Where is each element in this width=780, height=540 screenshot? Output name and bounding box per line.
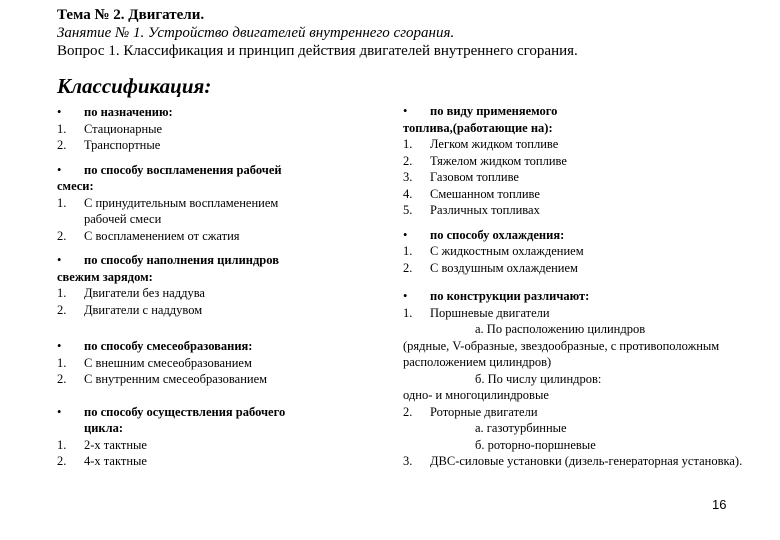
sub-item-desc: одно- и многоцилиндровые [403,388,549,402]
list-item: Смешанном топливе [430,186,540,201]
header [57,6,757,60]
list-item: ДВС-силовые установки (дизель-генераторная установка). [430,454,743,468]
section-heading: по конструкции различают: [430,289,590,303]
bullet: • [403,289,408,303]
bullet: • [403,227,408,242]
list-item: Легком жидком топливе [430,137,559,151]
page-number: 16 [712,497,727,512]
section-title: Классификация: [57,74,212,98]
section-heading: по назначению: [84,105,173,119]
bullet: • [57,339,62,353]
item-number: 2. [57,372,67,386]
list-item: Двигатели без наддува [84,286,205,300]
bullet: • [57,105,62,119]
list-item: Газовом топливе [430,170,519,184]
sub-item: б. роторно-поршневые [475,437,596,452]
list-item: С воспламенением от сжатия [84,228,240,243]
item-number: 2. [57,228,67,243]
list-item: Стационарные [84,121,163,136]
list-item: Тяжелом жидком топливе [430,153,567,168]
item-number: 1. [57,437,67,452]
item-number: 3. [403,170,413,184]
section-heading: по виду применяемого [430,104,558,118]
charging-section [57,252,387,318]
mixing-section [57,338,387,388]
cycle-section [57,404,387,470]
list-item: С внешним смесеобразованием [84,355,252,370]
right-column [403,103,753,478]
item-number: 1. [57,195,67,210]
section-heading-cont: смеси: [57,179,94,193]
item-number: 2. [403,404,413,419]
cooling-section [403,227,753,277]
item-number: 1. [57,355,67,370]
bullet: • [57,253,62,267]
lesson-title: Занятие № 1. Устройство двигателей внутреннего сгорания. [57,25,455,41]
bullet: • [57,162,62,177]
section-heading-cont: цикла: [84,421,124,435]
item-number: 1. [403,305,413,320]
bullet: • [403,104,408,118]
section-heading-cont: топлива,(работающие на): [403,120,553,135]
sub-item: а. По расположению цилиндров [475,322,646,336]
design-section [403,288,753,470]
purpose-section [57,104,387,154]
sub-item-desc: (рядные, V-образные, звездообразные, с противоположным расположением цилиндров) [403,338,720,369]
bullet: • [57,404,62,419]
item-number: 1. [57,286,67,300]
item-number: 2. [403,153,413,168]
item-number: 2. [57,302,67,317]
list-item: Роторные двигатели [430,404,538,419]
sub-item: б. По числу цилиндров: [475,371,602,386]
item-number: 2. [57,138,67,152]
item-number: 1. [403,137,413,151]
ignition-section [57,162,387,245]
item-number: 1. [403,244,413,258]
question-title: Вопрос 1. Классификация и принцип действия двигателей внутреннего сгорания. [57,43,578,59]
list-item-cont: рабочей смеси [84,212,162,226]
item-number: 3. [403,454,413,468]
list-item: 2-х тактные [84,437,147,452]
section-heading: по способу охлаждения: [430,227,565,242]
section-heading: по способу наполнения цилиндров [84,253,279,267]
item-number: 4. [403,186,413,201]
list-item: С внутренним смесеобразованием [84,372,268,386]
section-heading-cont: свежим зарядом: [57,269,153,284]
list-item: Различных топливах [430,203,540,217]
section-heading: по способу воспламенения рабочей [84,162,282,177]
item-number: 5. [403,203,413,217]
item-number: 1. [57,121,67,136]
section-heading: по способу смесеобразования: [84,339,253,353]
item-number: 2. [403,260,413,275]
topic-title: Тема № 2. Двигатели. [57,7,205,23]
item-number: 2. [57,454,67,468]
list-item: Двигатели с наддувом [84,302,203,317]
left-column [57,104,387,478]
list-item: Транспортные [84,138,161,152]
sub-item: а. газотурбинные [475,421,567,435]
list-item: С воздушным охлаждением [430,260,578,275]
list-item: 4-х тактные [84,454,147,468]
list-item: С принудительным воспламенением [84,195,279,210]
section-heading: по способу осуществления рабочего [84,404,286,419]
list-item: Поршневые двигатели [430,305,550,320]
fuel-section [403,103,753,219]
list-item: С жидкостным охлаждением [430,244,584,258]
